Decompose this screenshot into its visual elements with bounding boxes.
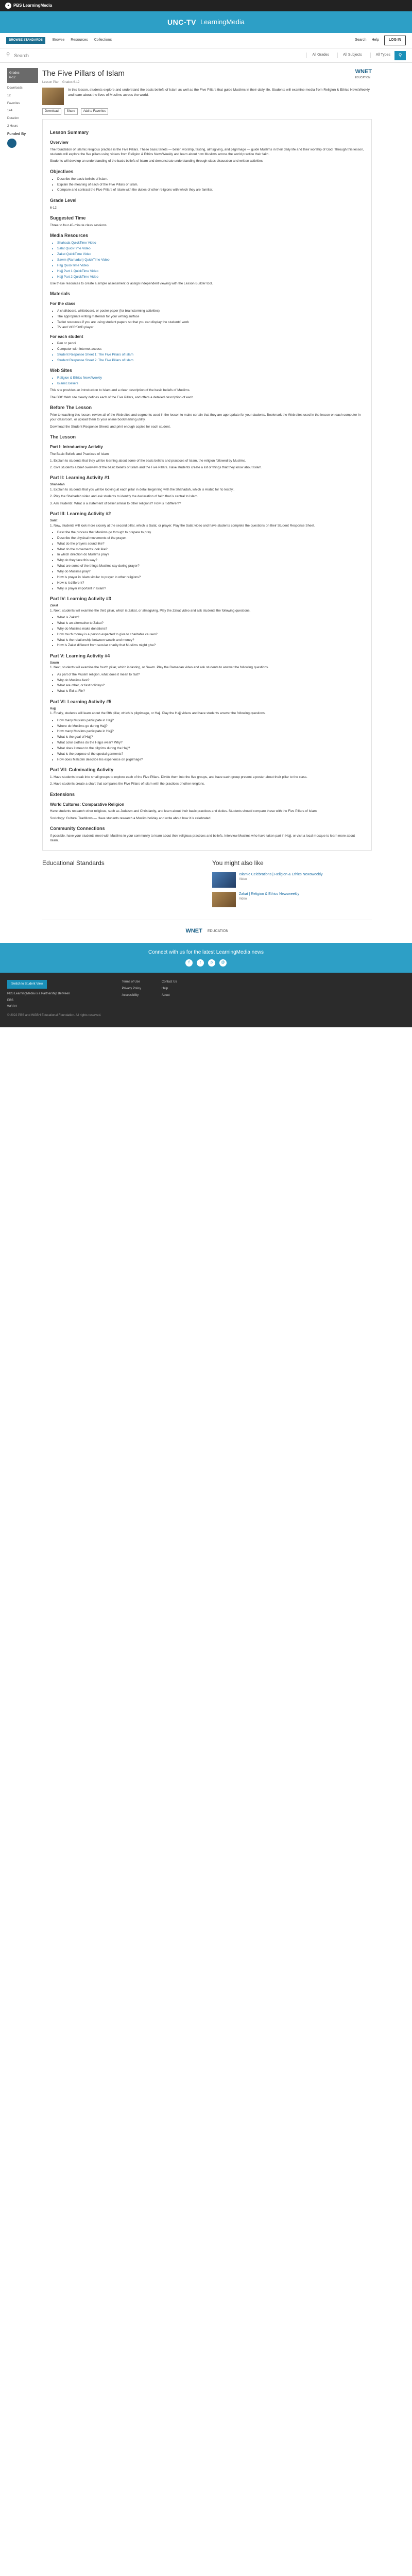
nav-links	[53, 38, 112, 43]
social-icon[interactable]: p	[208, 959, 215, 967]
list-item: • Why do Muslims make donations?	[57, 626, 364, 631]
section-paragraph: This site provides an introduction to Islam and a clear description of the basic beliefs of Muslims.	[50, 388, 191, 393]
section-paragraph: 1. Finally, students will learn about the fifth pillar, which is pilgrimage, or Hajj. Play the Hajj videos and have students answer the following questions.	[50, 711, 266, 716]
related-title: Zakat | Religion & Ethics Newsweekly	[239, 892, 299, 896]
section-heading: Part VII: Culminating Activity	[50, 767, 114, 773]
student-view-button[interactable]: Switch to Student View	[7, 980, 47, 989]
list-item: • What are some of the things Muslims say during prayer?	[57, 564, 364, 568]
wnet-label: WNET	[355, 69, 372, 75]
list-item: • Why is prayer important in Islam?	[57, 586, 364, 591]
funder-logo	[7, 139, 16, 148]
resource-link[interactable]: • Religion & Ethics NewsWeekly	[57, 376, 364, 380]
topbar	[0, 0, 412, 11]
accessibility-link[interactable]: Accessibility	[122, 993, 139, 997]
resource-link-list	[50, 241, 364, 279]
grades-filter[interactable]: All Grades	[306, 53, 329, 58]
list-item: • TV and VCR/DVD player	[57, 325, 364, 330]
section-subheading: For each student	[50, 334, 83, 339]
meta-label: Favorites	[7, 101, 20, 105]
section-paragraph: The BBC Web site clearly defines each of the Five Pillars, and offers a detailed description of each.	[50, 395, 195, 399]
contact-link[interactable]: Contact Us	[161, 980, 177, 984]
section-paragraph: Prior to teaching this lesson, review all of the Web sites and segments used in the lesson to make certain that they are appropriate for your students. Bookmark the Web sites used in the lesson on each computer in your classroom, or upload them to your online bookmarking utility.	[50, 413, 361, 422]
list-item: • Why do Muslims fast?	[57, 678, 364, 683]
list-item: • How many Muslims participate in Hajj?	[57, 729, 364, 734]
section-heading: Extensions	[50, 791, 75, 797]
nav-link[interactable]: Resources	[71, 38, 88, 42]
search-icon: ⚲	[6, 52, 10, 58]
section-heading: Before The Lesson	[50, 405, 92, 411]
social-icon[interactable]: f	[185, 959, 193, 967]
page-title: The Five Pillars of Islam	[42, 69, 125, 78]
main-nav	[0, 33, 412, 48]
resource-link[interactable]: • Hajj Part 1 QuickTime Video	[57, 269, 364, 274]
pbs-icon: ●	[5, 3, 11, 9]
list-item: • In which direction do Muslims pray?	[57, 552, 364, 557]
resource-link[interactable]: • Hajj Part 2 QuickTime Video	[57, 275, 364, 279]
related-item[interactable]	[212, 872, 372, 888]
related-thumbnail	[212, 892, 236, 907]
resource-link[interactable]: • Hajj QuickTime Video	[57, 263, 364, 268]
section-list	[50, 718, 364, 762]
section-paragraph: Have students research other religious, such as Judaism and Christianity, and learn about their basic practices and duties. Students should compare these with the Five Pillars of Islam.	[50, 809, 318, 814]
wgbh-footer-logo[interactable]: WGBH	[7, 1005, 17, 1009]
list-item: • Why do Muslims pray?	[57, 569, 364, 574]
section-tag: Shahadah	[50, 483, 65, 487]
section-paragraph: 1. Now, students will look more closely at the second pillar, which is Salat, or prayer. Play the Salat video and have students complete the questions on their Student Response Sheet.	[50, 523, 315, 528]
resource-link[interactable]: • Salat QuickTime Video	[57, 246, 364, 251]
section-paragraph: Three to four 45-minute class sessions	[50, 224, 107, 228]
section-heading: Media Resources	[50, 233, 89, 239]
search-input[interactable]	[14, 53, 127, 58]
section-list	[50, 341, 364, 363]
lesson-thumbnail[interactable]	[42, 88, 64, 105]
section-paragraph: If possible, have your students meet with Muslims in your community to learn about their religious practices and beliefs. Interview Muslims who have taken part in Hajj, or visit a local mosque to learn more about Islam.	[50, 834, 355, 843]
you-might-like-heading: You might also like	[212, 859, 264, 867]
related-thumbnail	[212, 872, 236, 888]
connect-heading: Connect with us for the latest LearningMedia news	[148, 949, 264, 955]
lesson-content	[42, 119, 372, 851]
section-heading: Part II: Learning Activity #1	[50, 475, 110, 481]
list-item: • How is Zakat different from secular charity that Muslims might give?	[57, 643, 364, 648]
list-item: • What do the prayers sound like?	[57, 541, 364, 546]
section-tag: Zakat	[50, 604, 58, 608]
grade-box	[7, 68, 38, 83]
site-footer	[0, 973, 412, 1027]
resource-link-list	[50, 376, 364, 386]
about-link[interactable]: About	[161, 993, 170, 997]
section-heading: Part VI: Learning Activity #5	[50, 699, 112, 704]
list-item[interactable]: • Computer with Internet access	[57, 347, 364, 351]
help-footer-link[interactable]: Help	[161, 987, 168, 990]
section-heading: The Lesson	[50, 434, 76, 439]
section-tag: Sawm	[50, 661, 59, 665]
section-heading: Materials	[50, 291, 71, 297]
list-item: • Describe the process that Muslims go through to prepare to pray.	[57, 530, 364, 535]
section-paragraph: 1. Have students break into small groups to explore each of the Five Pillars. Divide them into the five groups, and have each group present a poster about their pillar to the class.	[50, 775, 307, 779]
wnet-sub-label: EDUCATION	[355, 76, 370, 79]
list-item[interactable]: • Student Response Sheet 2: The Five Pillars of Islam	[57, 358, 364, 363]
section-paragraph: Use these resources to create a simple assessment or assign independent viewing with the Lesson Builder tool.	[50, 281, 213, 285]
section-paragraph: 1. Explain to students that they will be learning about some of the basic beliefs and practices of Islam, the religion followed by Muslims.	[50, 459, 246, 463]
list-item: • What is an alternative to Zakat?	[57, 621, 364, 625]
related-type: Video	[239, 897, 247, 901]
footer-logos	[42, 920, 372, 943]
grade-label: Grades	[9, 72, 20, 75]
section-paragraph: Students will develop an understanding of the basic beliefs of Islam and demonstrate understanding through class discussion and written activities.	[50, 159, 264, 163]
resource-link[interactable]: • Zakat QuickTime Video	[57, 252, 364, 257]
list-item: • How is prayer in Islam similar to prayer in other religions?	[57, 575, 364, 580]
list-item: • What are other, or fast holidays?	[57, 683, 364, 688]
search-button[interactable]: ⚲	[394, 51, 406, 60]
meta-item	[7, 101, 38, 113]
list-item: • What is the purpose of the special garments?	[57, 752, 364, 756]
list-item: • What is the relationship between wealth and money?	[57, 638, 364, 642]
section-subheading: World Cultures: Comparative Religion	[50, 802, 125, 807]
list-item[interactable]: • Student Response Sheet 1: The Five Pillars of Islam	[57, 352, 364, 357]
list-item: • How many Muslims participate in Hajj?	[57, 718, 364, 723]
section-heading: Grade Level	[50, 197, 77, 203]
search-bar	[0, 48, 412, 63]
search-link[interactable]: Search	[355, 38, 367, 42]
list-item: • What is Zakat?	[57, 615, 364, 620]
grade-value: 6-12	[9, 76, 16, 79]
section-paragraph: 1. Explain to students that you will be looking at each pillar in detail beginning with the Shahadah, which is Arabic for 'to testify'.	[50, 488, 235, 492]
section-subheading: For the class	[50, 301, 76, 307]
connect-banner	[0, 943, 412, 973]
footer-wnet-logo: WNET	[185, 927, 202, 934]
list-item: • Describe the basic beliefs of Islam.	[57, 177, 364, 181]
resource-link[interactable]: • Shahada QuickTime Video	[57, 241, 364, 245]
section-list	[50, 177, 364, 193]
pbs-logo[interactable]	[5, 3, 52, 9]
privacy-link[interactable]: Privacy Policy	[122, 987, 141, 990]
list-item: • What do the movements look like?	[57, 547, 364, 552]
list-item: • How is it different?	[57, 581, 364, 585]
list-item: • As part of the Muslim religion, what does it mean to fast?	[57, 672, 364, 677]
pbs-footer-logo[interactable]: PBS	[7, 998, 14, 1002]
resource-link[interactable]: • Islamic Beliefs	[57, 381, 364, 386]
section-paragraph: 1. Next, students will examine the third pillar, which is Zakat, or almsgiving. Play the Zakat video and ask students the following questions.	[50, 608, 251, 613]
section-heading: Lesson Summary	[50, 130, 89, 135]
section-tag: Salat	[50, 519, 58, 523]
product-logo: LearningMedia	[200, 18, 245, 26]
section-list	[50, 615, 364, 648]
meta-value: 144	[7, 109, 13, 113]
section-paragraph: The Basic Beliefs and Practices of Islam	[50, 452, 109, 456]
list-item: • What is Eid al-Fitr?	[57, 689, 364, 693]
section-paragraph: 2. Play the Shahadah video and ask students to identify the declaration of faith that is central to Islam.	[50, 495, 198, 499]
nav-link[interactable]: Browse	[52, 38, 65, 42]
partner-logo: UNC-TV	[167, 18, 196, 26]
section-list	[50, 530, 364, 591]
meta-item	[7, 116, 38, 128]
media-type-label: Lesson Plan	[42, 80, 60, 84]
section-heading: Community Connections	[50, 825, 105, 831]
related-title: Islamic Celebrations | Religion & Ethics Newsweekly	[239, 872, 323, 876]
section-heading: Suggested Time	[50, 215, 86, 221]
section-paragraph: The foundation of Islamic religious practice is the Five Pillars. These basic tenets — belief, worship, fasting, almsgiving, and pilgrimage — guide Muslims in their daily life and their worship of God. Through this lesson, students will explore the five pillars using videos from Religion & Ethics NewsWeekly and learn about how Muslims across the world practice their faith.	[50, 147, 364, 157]
list-item[interactable]: • Pen or pencil	[57, 341, 364, 346]
section-list	[50, 672, 364, 694]
section-subheading: Part I: Introductory Activity	[50, 444, 103, 449]
list-item: • How much money is a person expected to give to charitable causes?	[57, 632, 364, 637]
list-item: • Why do they face this way?	[57, 558, 364, 563]
subjects-filter[interactable]: All Subjects	[337, 53, 362, 58]
section-heading: Part III: Learning Activity #2	[50, 511, 111, 516]
favorite-button[interactable]: Add to Favorites	[81, 108, 109, 115]
section-heading: Part IV: Learning Activity #3	[50, 596, 111, 602]
section-paragraph: 6-12	[50, 206, 57, 210]
share-button[interactable]: Share	[64, 108, 78, 115]
section-heading: Part V: Learning Activity #4	[50, 653, 110, 658]
related-type: Video	[239, 877, 247, 881]
media-grade-label: Grades 6-12	[62, 80, 80, 84]
list-item: • Explain the meaning of each of the Five Pillars of Islam.	[57, 182, 364, 187]
resource-link[interactable]: • Sawm (Ramadan) QuickTime Video	[57, 258, 364, 262]
help-link[interactable]: Help	[371, 38, 379, 42]
section-paragraph: 2. Give students a brief overview of the basic beliefs of Islam and the Five Pillars. Have students create a list of things that they know about Islam.	[50, 466, 263, 470]
list-item: • The appropriate writing materials for your writing surface	[57, 314, 364, 319]
list-item: • A chalkboard, whiteboard, or poster paper (for brainstorming activities)	[57, 309, 364, 313]
related-item[interactable]	[212, 892, 372, 907]
social-icon[interactable]: t	[197, 959, 204, 967]
section-tag: Hajj	[50, 707, 56, 710]
station-banner[interactable]	[0, 11, 412, 33]
brand-label: PBS LearningMedia	[13, 3, 53, 8]
list-item: • Tablet resources if you are using student papers so that you can display the students' work	[57, 320, 364, 325]
copyright: © 2022 PBS and WGBH Educational Foundation. All rights reserved.	[7, 1014, 101, 1018]
list-item: • What is the goal of Hajj?	[57, 735, 364, 739]
section-paragraph: 2. Have students create a chart that compares the Five Pillars of Islam with the practices of other religions.	[50, 782, 205, 786]
list-item: • Describe the physical movements of the prayer.	[57, 536, 364, 540]
resource-sidebar	[7, 68, 42, 943]
section-heading: Objectives	[50, 168, 74, 174]
section-heading: Web Sites	[50, 368, 72, 374]
meta-label: Downloads	[7, 87, 23, 90]
section-subheading: Overview	[50, 140, 68, 145]
list-item: • What does it mean to the pilgrims during the Hajj?	[57, 746, 364, 751]
nav-link[interactable]: Collections	[94, 38, 112, 42]
section-paragraph: Download the Student Response Sheets and print enough copies for each student.	[50, 425, 171, 429]
browse-standards-button[interactable]: BROWSE STANDARDS	[6, 37, 45, 44]
section-paragraph: 1. Next, students will examine the fourth pillar, which is fasting, or Sawm. Play the Ramadan video and ask students to answer the following questions.	[50, 666, 269, 670]
section-list	[50, 309, 364, 330]
terms-link[interactable]: Terms of Use	[122, 980, 140, 984]
meta-value: 2 Hours	[7, 124, 19, 128]
meta-item	[7, 86, 38, 98]
types-filter[interactable]: All Types	[370, 53, 390, 58]
list-item: • Where do Muslims go during Hajj?	[57, 724, 364, 728]
download-button[interactable]: Download	[42, 108, 61, 115]
list-item: • What color clothes do the Hajjis wear? Why?	[57, 740, 364, 745]
social-icon[interactable]: @	[219, 959, 227, 967]
lesson-intro: In this lesson, students explore and understand the basic beliefs of Islam as well as the Five Pillars that guide Muslims in their daily life. Students will examine media from Religion & Ethics NewsWeekly and learn about the lives of Muslims across the world.	[68, 88, 370, 97]
login-button[interactable]: LOG IN	[384, 36, 406, 45]
meta-label: Duration	[7, 117, 19, 121]
section-paragraph: 3. Ask students: What is a statement of belief similar to other religions? How is it different?	[50, 501, 181, 505]
list-item: • Compare and contrast the Five Pillars of Islam with the duties of other religions with which they are familiar.	[57, 188, 364, 192]
standards-heading[interactable]: Educational Standards	[42, 859, 105, 867]
meta-value: 12	[7, 94, 11, 98]
section-paragraph: Sociology: Cultural Traditions — Have students research a Muslim holiday and write about how it is celebrated.	[50, 816, 212, 820]
list-item: • How does Malcolm describe his experience on pilgrimage?	[57, 757, 364, 762]
funded-by-label: Funded By	[7, 132, 26, 136]
wnet-logo	[355, 68, 372, 80]
partnership-label: PBS LearningMedia is a Partnership Between	[7, 992, 70, 995]
footer-education-label: EDUCATION	[207, 929, 229, 933]
